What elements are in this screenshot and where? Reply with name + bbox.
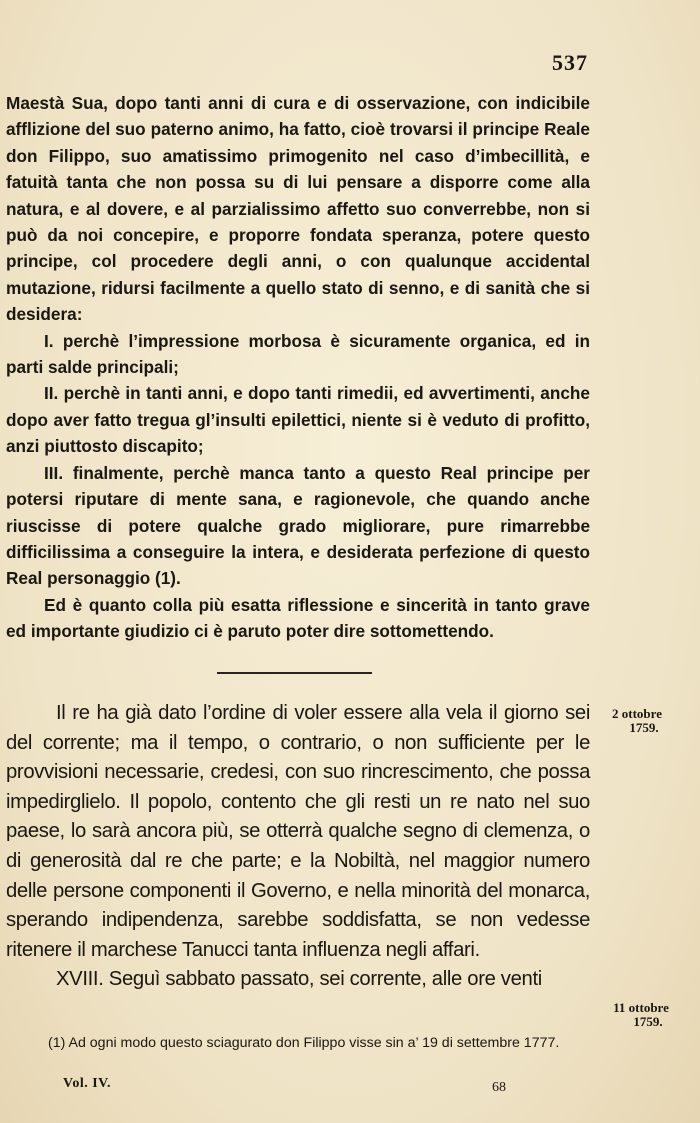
- page-number: 537: [552, 50, 588, 75]
- reason-item-1: I. perchè l’impressione morbosa è sicuramente organica, ed in parti salde principali;: [6, 330, 590, 378]
- margin-date-day: 11 ottobre: [613, 1000, 669, 1015]
- dispatch-paragraph-xviii: XVIII. Seguì sabbato passato, sei corrente, alle ore venti: [56, 968, 542, 991]
- report-conclusion-block: [6, 90, 590, 645]
- footnote: [6, 1034, 590, 1053]
- volume-signature: Vol. IV.: [63, 1076, 111, 1091]
- margin-date-note: [601, 1001, 681, 1029]
- margin-date-year: 1759.: [629, 720, 659, 735]
- dispatch-text-block: [6, 699, 590, 995]
- closing-paragraph: Ed è quanto colla più esatta riflessione e sincerità in tanto grave ed importante giudizio ci è paruto poter dire sottomettendo.: [6, 594, 590, 642]
- report-paragraph: Maestà Sua, dopo tanti anni di cura e di osservazione, con indicibile afflizione del suo paterno animo, ha fatto, cioè trovarsi il principe Reale don Filippo, suo amatissimo primogenito nel caso d’imbecillità, e fatuità tanta che non possa su di lui pensare a disporre come alla natura, e al dovere, e al parzialissimo affetto suo converrebbe, non si può da noi concepire, e proporre fondata speranza, potere questo principe, col procedere degli anni, o con qualunque accidental mutazione, ridursi facilmente a quello stato di senno, e di sanità che si desidera:: [6, 93, 590, 325]
- margin-date-day: 2 ottobre: [612, 706, 662, 721]
- margin-date-year: 1759.: [633, 1014, 663, 1029]
- dispatch-paragraph: Il re ha già dato l’ordine di voler essere alla vela il giorno sei del corrente; ma il tempo, o contrario, o non sufficiente per le provvisioni necessarie, credesi, con suo rincrescimento, che possa impedirglielo. Il popolo, contento che gli resti un re nato nel suo paese, lo sarà ancora più, se otterrà qualche segno di clemenza, o di generosità dal re che parte; e la Nobiltà, nel maggior numero delle persone componenti il Governo, e nella minorità del monarca, sperando indipendenza, sarebbe soddisfatta, se non vedesse ritenere il marchese Tanucci tanta influenza negli affari.: [6, 702, 590, 961]
- section-divider: [217, 672, 372, 674]
- margin-date-note: [601, 707, 673, 735]
- footnote-text: (1) Ad ogni modo questo sciagurato don Filippo visse sin a’ 19 di settembre 1777.: [48, 1035, 560, 1051]
- sheet-number: 68: [492, 1080, 506, 1095]
- reason-item-2: II. perchè in tanti anni, e dopo tanti rimedii, ed avvertimenti, anche dopo aver fatto tregua gl’insulti epilettici, niente si è veduto di profitto, anzi piuttosto discapito;: [6, 383, 590, 457]
- reason-item-3: III. finalmente, perchè manca tanto a questo Real principe per potersi riputare di mente sana, e ragionevole, che quando anche riuscisse di potere qualche grado migliorare, pure rimarrebbe difficilissima a conseguire la intera, e desiderata perfezione di questo Real personaggio (1).: [6, 462, 590, 589]
